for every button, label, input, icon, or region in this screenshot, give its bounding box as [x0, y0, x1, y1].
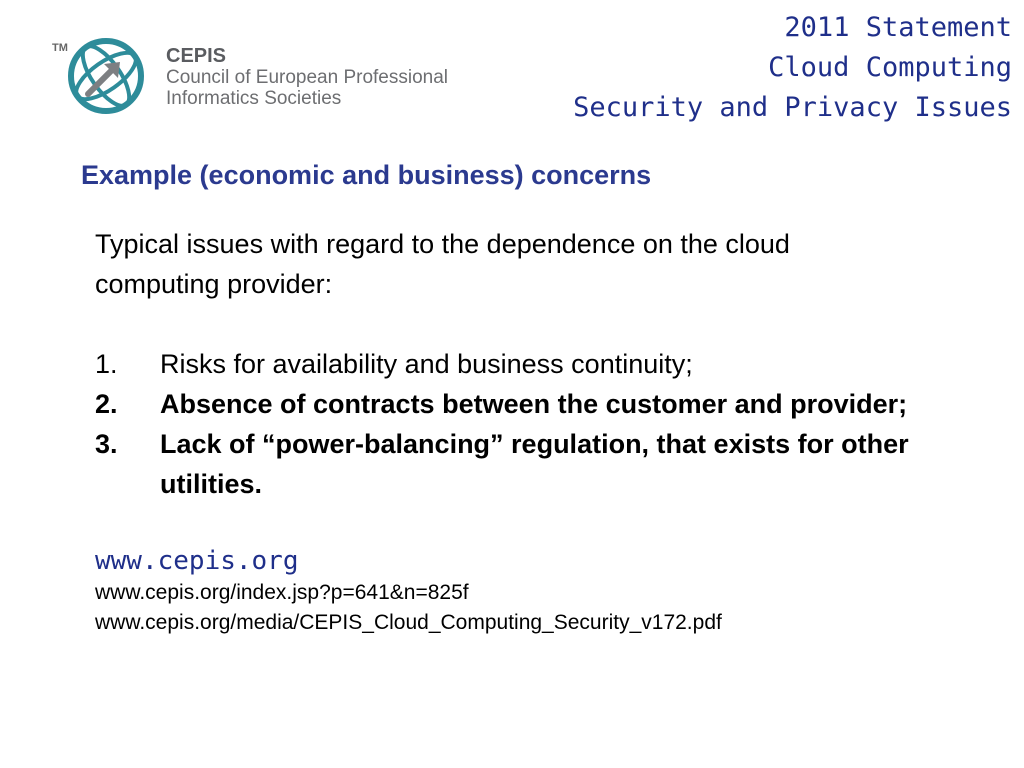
- cepis-pdf-link[interactable]: www.cepis.org/media/CEPIS_Cloud_Computing_Security_v172.pdf: [95, 611, 722, 634]
- logo-name: CEPIS: [166, 45, 227, 67]
- intro-text: Typical issues with regard to the dependence on the cloud computing provider:: [95, 229, 790, 299]
- logo-line-2: Informatics Societies: [166, 88, 342, 109]
- list-number: 3.: [95, 429, 118, 459]
- header-line-3: Security and Privacy Issues: [573, 92, 1012, 123]
- trademark-mark: TM: [52, 42, 68, 54]
- list-text: Risks for availability and business continuity;: [160, 349, 693, 379]
- list-item: [95, 344, 915, 384]
- cepis-logo: [48, 36, 468, 136]
- list-item: [95, 384, 915, 424]
- cepis-main-link[interactable]: www.cepis.org: [95, 546, 299, 576]
- concerns-list: [95, 344, 915, 504]
- cepis-globe-arrow-icon: [66, 36, 146, 116]
- list-text: Absence of contracts between the customer and provider;: [160, 389, 908, 419]
- slide-body: [95, 224, 915, 638]
- list-number: 2.: [95, 389, 118, 419]
- header-title: [573, 8, 1012, 128]
- logo-text: [166, 46, 448, 109]
- reference-links: [95, 544, 915, 638]
- header-line-1: 2011 Statement: [784, 12, 1012, 43]
- cepis-index-link[interactable]: www.cepis.org/index.jsp?p=641&n=825f: [95, 581, 469, 604]
- header-line-2: Cloud Computing: [768, 52, 1012, 83]
- list-item: [95, 424, 915, 504]
- list-number: 1.: [95, 349, 118, 379]
- logo-line-1: Council of European Professional: [166, 67, 449, 88]
- slide-subtitle: Example (economic and business) concerns: [81, 160, 652, 190]
- list-text: Lack of “power-balancing” regulation, that exists for other utilities.: [160, 429, 909, 499]
